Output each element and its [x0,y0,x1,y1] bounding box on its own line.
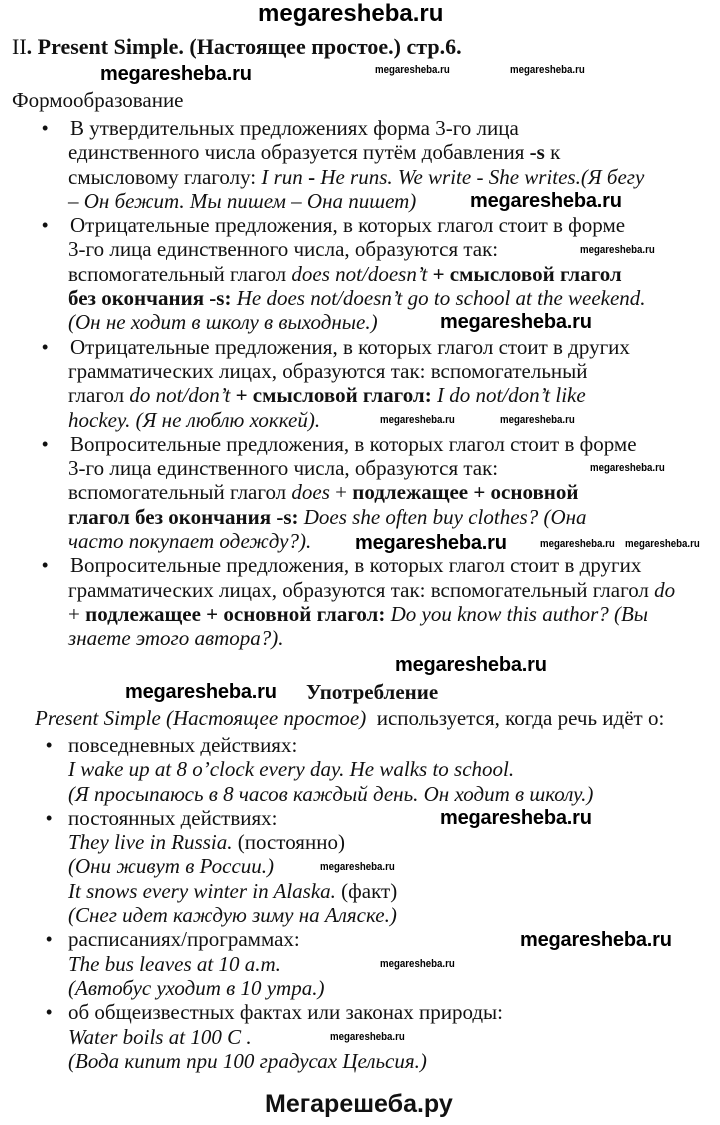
list-item [0,553,720,650]
text-segment: 3-го лица единственного числа, образуются так: [68,237,499,262]
text-segment: Вопросительные предложения, в которых глагол стоит в форме [70,431,637,456]
text-line [0,952,720,976]
text-segment: + [68,601,86,626]
watermark: megaresheba.ru [440,807,592,829]
watermark: megaresheba.ru [380,958,455,970]
text-segment: подлежащее + основной [352,480,579,505]
text-segment: грамматических лицах, образуются так: вспомогательный глагол [68,577,655,602]
text-line [0,626,720,650]
text-segment: hockey. (Я не люблю хоккей). [68,407,321,432]
usage-list [0,733,720,1073]
text-line [0,310,720,334]
bullet-icon: • [46,1002,53,1023]
text-segment: He does not/doesn’t go to school at the weekend. [236,286,646,311]
watermark: megaresheba.ru [580,244,655,256]
title-prefix: II [12,34,27,59]
text-line [0,806,720,830]
text-line [0,286,720,310]
bullet-icon: • [42,215,49,236]
text-segment: глагол без окончания -s: [68,504,304,529]
text-segment: -s [529,140,545,165]
text-segment: It snows every winter in Alaska. [68,878,336,903]
bullet-icon: • [42,118,49,138]
text-segment: + смысловой глагол: [230,383,437,408]
text-segment: does [291,480,330,505]
text-segment: + смысловой глагол [427,261,622,286]
watermark: megaresheba.ru [510,64,585,76]
list-item [0,733,720,806]
watermark: megaresheba.ru [395,654,547,676]
watermark: megaresheba.ru [500,414,575,426]
watermark: megaresheba.ru [375,64,450,76]
watermark: megaresheba.ru [320,861,395,873]
bullet-icon: • [46,735,53,755]
watermark: megaresheba.ru [380,414,455,426]
watermark: megaresheba.ru [625,538,700,550]
watermark: megaresheba.ru [355,532,507,554]
text-segment: об общеизвестных фактах или законах природы: [68,1000,504,1025]
footer-brand: Мегарешеба.ру [265,1090,453,1118]
text-line [0,903,720,927]
watermark: megaresheba.ru [100,63,252,85]
text-segment: без окончания -s: [68,286,237,311]
page-title [12,34,462,60]
text-segment: Отрицательные предложения, в которых глагол стоит в форме [70,213,626,238]
watermark: megaresheba.ru [330,1031,405,1043]
text-segment: подлежащее + основной глагол: [85,601,391,626]
text-segment: вспомогательный глагол [68,480,292,505]
text-line [0,432,720,456]
bullet-icon: • [42,336,49,357]
list-item [0,335,720,432]
text-line [0,733,720,757]
text-line [0,213,720,237]
text-line [0,140,720,164]
watermark: megaresheba.ru [520,929,672,951]
text-segment: Water boils at 100 C . [68,1024,252,1049]
text-segment: повседневных действиях: [68,733,298,757]
text-segment: единственного числа образуется путём добавления [68,140,530,165]
text-line [0,830,720,854]
watermark: megaresheba.ru [590,462,665,474]
text-segment: (Они живут в России.) [68,854,275,879]
text-line [0,116,720,140]
text-segment: В утвердительных предложениях форма 3-го лица [70,116,519,140]
bullet-icon: • [42,555,49,576]
section-heading-usage: Употребление [306,680,439,704]
title-text: . Present Simple. (Настоящее простое.) стр.6. [26,34,462,59]
text-segment: 3-го лица единственного числа, образуются так: [68,456,499,481]
text-segment: знаете этого автора?). [68,626,284,651]
text-line [0,602,720,626]
text-segment: Отрицательные предложения, в которых глагол стоит в других [70,334,630,359]
usage-intro-text: используется, когда речь идёт о: [366,706,665,730]
text-segment: расписаниях/программах: [68,927,300,952]
watermark: megaresheba.ru [470,190,622,212]
bullet-icon: • [42,433,49,454]
list-item [0,213,720,334]
text-segment: глагол [68,383,130,408]
text-segment: к [544,140,561,165]
usage-intro [35,706,664,731]
text-segment: do not/don’t [129,383,231,408]
text-segment: (постоянно) [232,830,345,855]
text-segment: do [654,577,676,602]
text-segment: (Автобус уходит в 10 утра.) [68,975,325,1000]
text-line [0,359,720,383]
text-line [0,976,720,1000]
text-line [0,578,720,602]
text-segment: I run [261,164,309,189]
text-segment: They live in Russia. [68,830,233,855]
text-segment: - [308,164,316,189]
usage-intro-italic: Present Simple (Настоящее простое) [35,706,367,730]
text-segment: (Он не ходит в школу в выходные.) [68,310,378,335]
text-segment: (Я просыпаюсь в 8 часов каждый день. Он ходит в школу.) [68,781,594,806]
text-line [0,165,720,189]
watermark: megaresheba.ru [540,538,615,550]
section-heading-formation: Формообразование [12,88,184,112]
text-segment: Does she often buy clothes? (Она [303,504,587,529]
text-segment: I do not/don’t like [436,383,586,408]
text-line [0,1000,720,1024]
text-line [0,757,720,781]
text-segment: He runs. We write - She writes.(Я бегу [315,164,645,189]
text-line [0,262,720,286]
text-segment: (Вода кипит при 100 градусах Цельсия.) [68,1048,427,1073]
text-segment: I wake up at 8 o’clock every day. He walks to school. [68,757,515,782]
text-segment: постоянных действиях: [68,805,278,830]
text-line [0,505,720,529]
text-line [0,553,720,577]
text-segment: (факт) [335,878,398,903]
text-segment: часто покупает одежду?). [68,529,312,554]
bullet-icon: • [46,929,53,950]
text-line [0,383,720,407]
watermark: megaresheba.ru [125,681,277,703]
text-segment: грамматических лицах, образуются так: вспомогательный [68,358,588,383]
watermark: megaresheba.ru [440,311,592,333]
text-segment: does not/doesn’t [291,261,428,286]
text-line [0,335,720,359]
text-segment: смысловому глаголу: [68,164,262,189]
text-line [0,879,720,903]
text-line [0,480,720,504]
text-segment: The bus leaves at 10 a.m. [68,951,281,976]
bullet-icon: • [46,807,53,828]
text-segment: – Он бежит. Мы пишем – Она пишет) [68,188,417,213]
header-watermark: megaresheba.ru [258,0,444,27]
text-segment: + [329,480,353,505]
text-line [0,408,720,432]
text-segment: вспомогательный глагол [68,261,292,286]
text-segment: Do you know this author? (Вы [390,601,649,626]
text-segment: (Снег идет каждую зиму на Аляске.) [68,903,397,928]
text-line [0,782,720,806]
text-segment: Вопросительные предложения, в которых глагол стоит в других [70,553,642,578]
text-line [0,1049,720,1073]
